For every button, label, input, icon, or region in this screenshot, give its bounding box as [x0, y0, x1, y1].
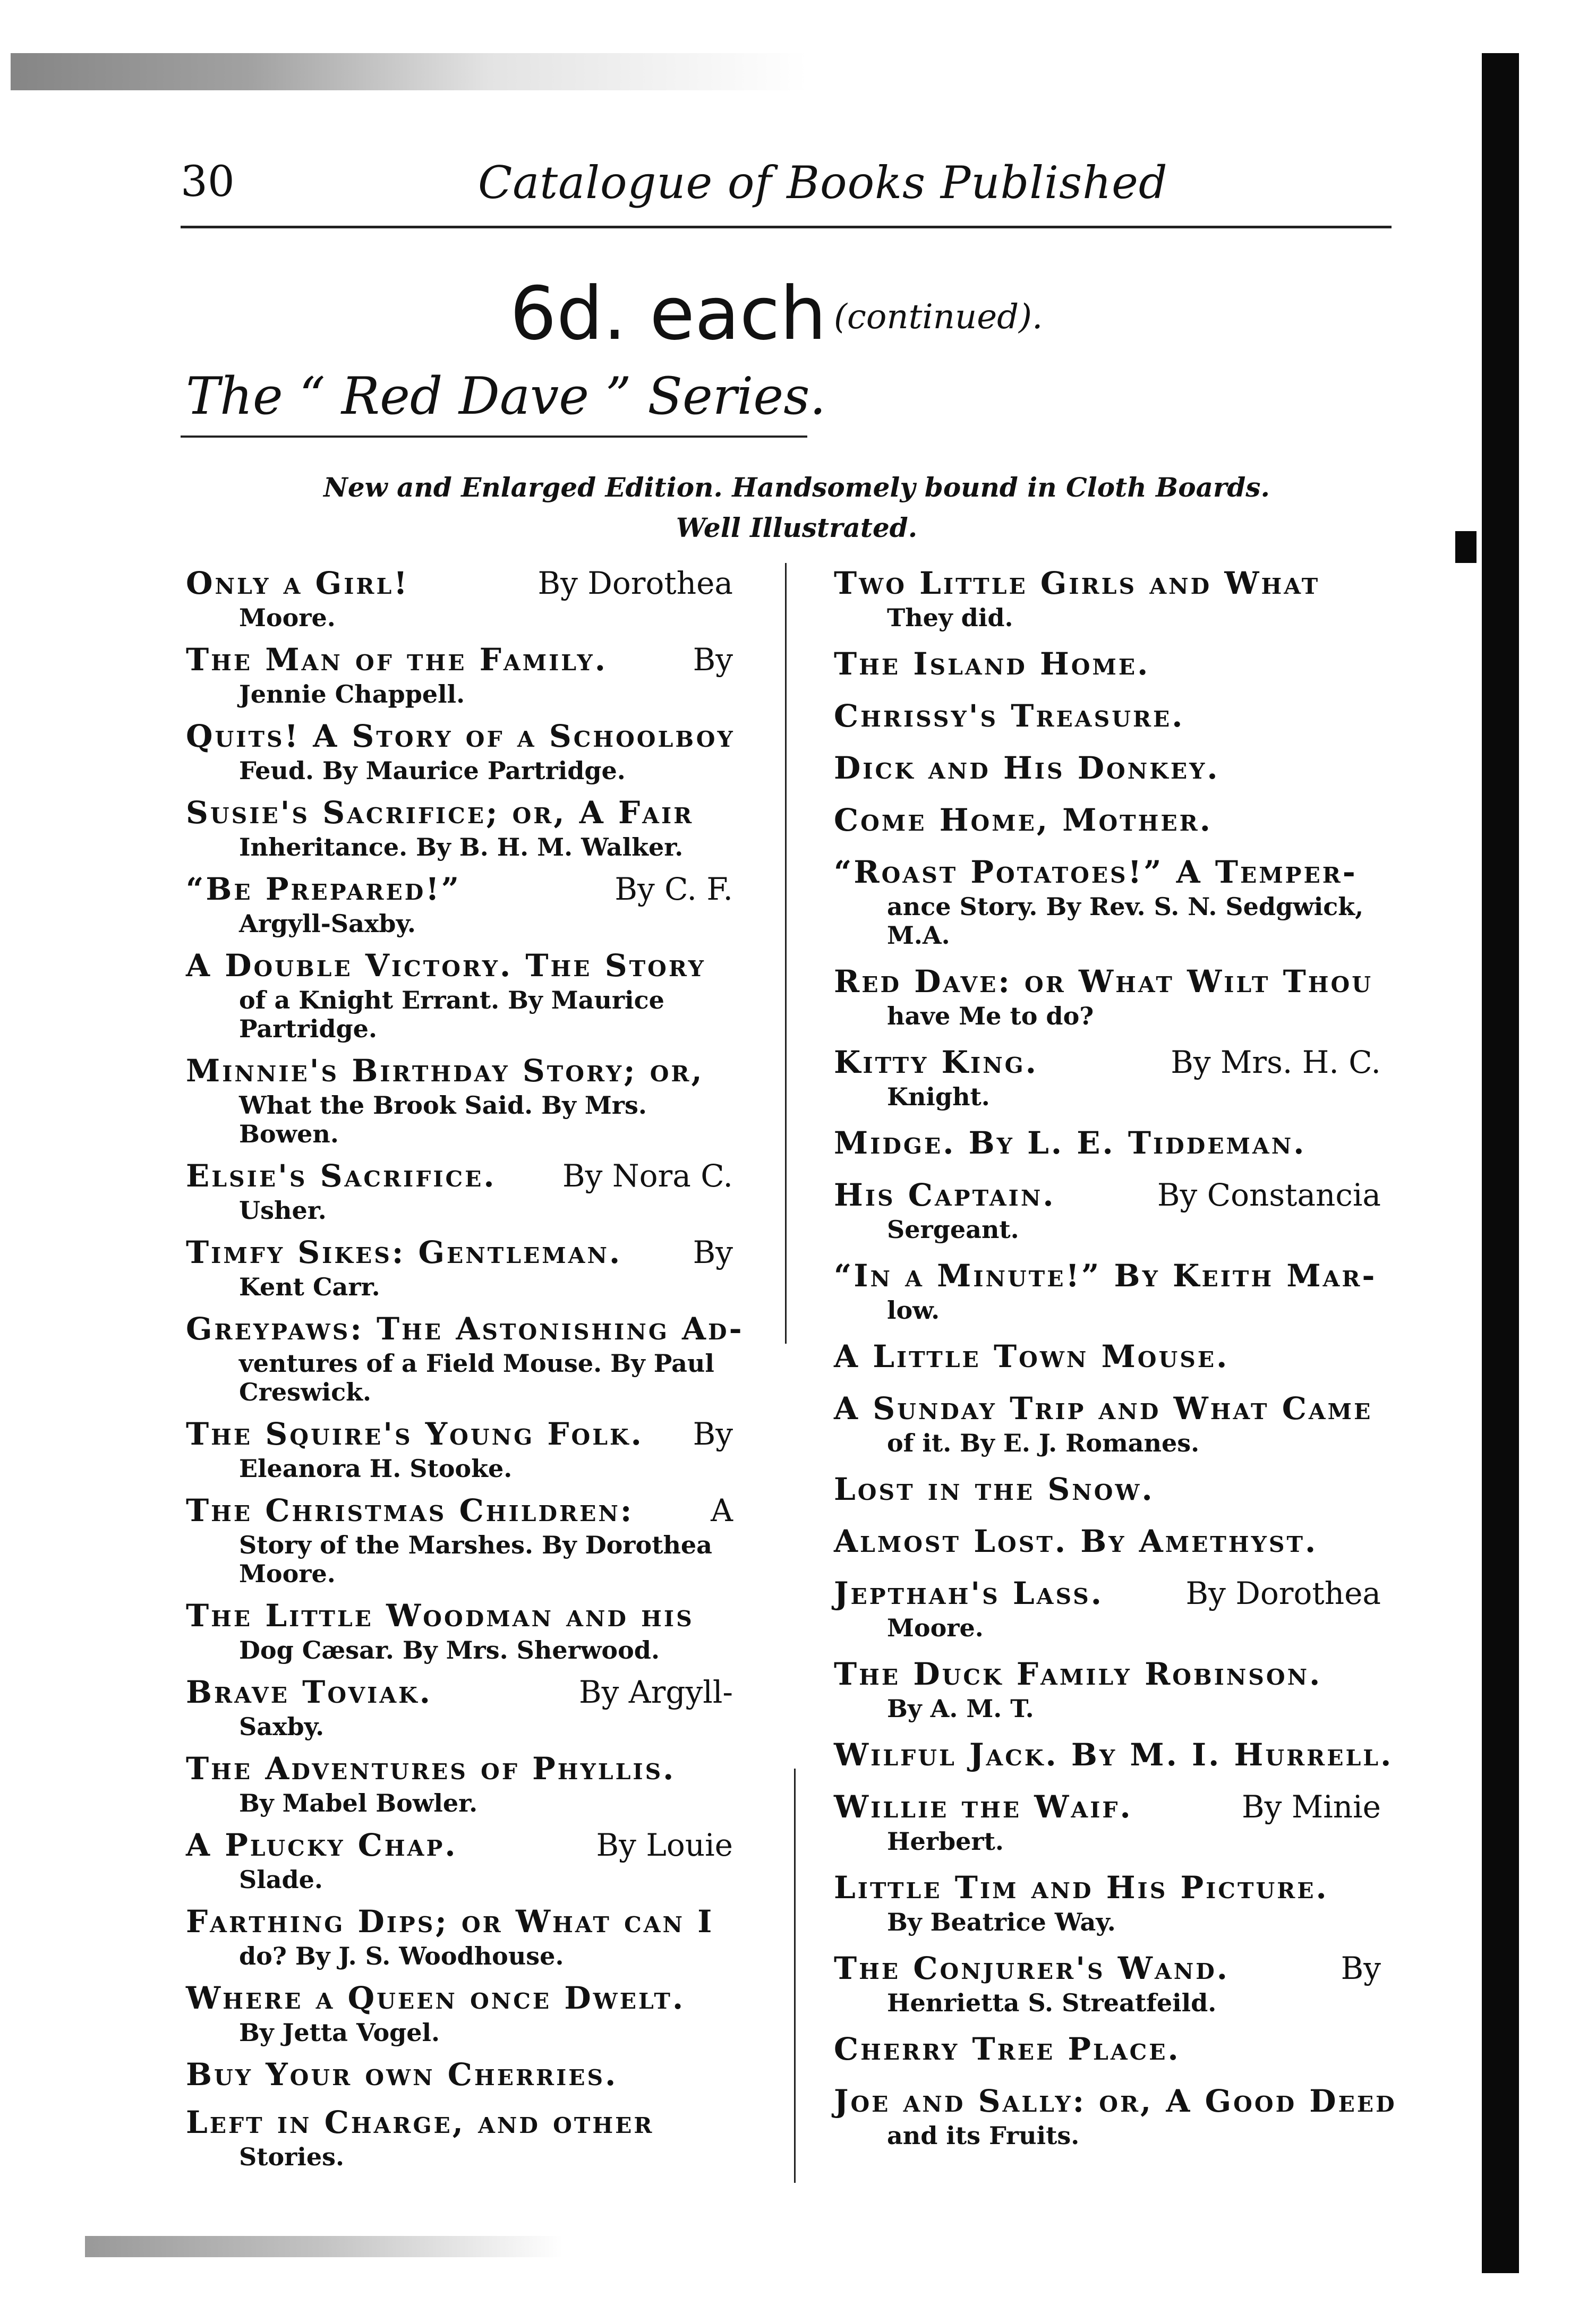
catalogue-entry: [186, 1414, 733, 1483]
catalogue-entry: [834, 1735, 1394, 1775]
entry-author: Story of the Marshes. By Dorothea Moore.: [239, 1531, 712, 1588]
entry-author: Knight.: [887, 1082, 990, 1111]
catalogue-entry: [834, 1388, 1381, 1457]
catalogue-entry: [834, 2029, 1381, 2069]
entry-heading: [186, 1748, 733, 1789]
entry-author: Moore.: [239, 603, 336, 632]
header-rule: [181, 226, 1392, 228]
catalogue-entry: [186, 639, 733, 708]
right-column: [834, 563, 1397, 2162]
entry-author-lead: By: [693, 642, 733, 678]
page-number: 30: [181, 157, 235, 206]
entry-title: The Man of the Family.: [186, 642, 608, 678]
entry-heading: [834, 1521, 1381, 1561]
entry-heading: [834, 1336, 1381, 1377]
entry-heading: [186, 1595, 733, 1636]
binding-shadow: [1482, 53, 1519, 2273]
entry-heading: [186, 1901, 733, 1942]
entry-title: Elsie's Sacrifice.: [186, 1158, 497, 1194]
catalogue-entry: [834, 1573, 1381, 1642]
entry-author-lead: By C. F.: [614, 871, 733, 907]
catalogue-entry: [186, 1232, 733, 1301]
entry-title: A Sunday Trip and What Came: [834, 1390, 1373, 1427]
entry-heading: [186, 1051, 733, 1091]
entry-heading: [834, 1948, 1381, 1988]
catalogue-entry: [834, 1042, 1381, 1111]
entry-author-lead: By: [1341, 1950, 1381, 1986]
catalogue-entry: [186, 563, 733, 632]
entry-title: The Duck Family Robinson.: [834, 1656, 1322, 1692]
entry-title: Buy Your own Cherries.: [186, 2056, 618, 2093]
catalogue-entry: [186, 716, 733, 785]
entry-title: Dick and His Donkey.: [834, 750, 1220, 786]
series-rule: [181, 436, 807, 438]
entry-heading: [186, 639, 733, 680]
price-heading: 6d. each: [510, 271, 826, 356]
entry-heading: [186, 563, 733, 603]
entry-title: Little Tim and His Picture.: [834, 1869, 1329, 1906]
entry-title: Brave Toviak.: [186, 1674, 432, 1710]
entry-author-lead: By: [693, 1416, 733, 1452]
catalogue-entry: [834, 1521, 1381, 1561]
entry-title: Farthing Dips; or What can I: [186, 1903, 714, 1940]
entry-heading: [834, 1787, 1381, 1827]
entry-author-lead: By Minie: [1242, 1789, 1381, 1825]
entry-author-lead: By Mrs. H. C.: [1171, 1044, 1381, 1080]
entry-author: Feud. By Maurice Partridge.: [239, 756, 626, 785]
entry-title: Come Home, Mother.: [834, 802, 1213, 838]
entry-author: Dog Cæsar. By Mrs. Sherwood.: [239, 1636, 660, 1664]
catalogue-entry: [834, 563, 1381, 632]
price-continued: (continued).: [834, 297, 1043, 337]
catalogue-entry: [834, 1175, 1381, 1244]
entry-author: Henrietta S. Streatfeild.: [887, 1988, 1217, 2017]
catalogue-entry: [186, 1901, 733, 1970]
series-title: The “ Red Dave ” Series.: [186, 366, 826, 426]
entry-title: The Adventures of Phyllis.: [186, 1751, 676, 1787]
catalogue-entry: [834, 961, 1381, 1030]
entry-author: Moore.: [887, 1614, 984, 1642]
edition-note-line2: Well Illustrated.: [676, 512, 918, 543]
catalogue-entry: [186, 869, 733, 938]
catalogue-entry: [186, 1978, 733, 2047]
entry-author: of it. By E. J. Romanes.: [887, 1429, 1200, 1457]
entry-author: Kent Carr.: [239, 1273, 380, 1301]
entry-author: By Beatrice Way.: [887, 1908, 1116, 1936]
entry-title: Left in Charge, and other: [186, 2104, 654, 2140]
entry-author-lead: By: [693, 1234, 733, 1270]
entry-title: The Squire's Young Folk.: [186, 1416, 644, 1452]
entry-author: Sergeant.: [887, 1215, 1019, 1244]
entry-author: do? By J. S. Woodhouse.: [239, 1942, 564, 1970]
binding-edge: [1455, 531, 1476, 563]
entry-heading: [834, 696, 1381, 736]
entry-title: Red Dave: or What Wilt Thou: [834, 963, 1373, 1000]
entry-author-lead: A: [711, 1492, 733, 1529]
entry-author: Argyll-Saxby.: [239, 909, 416, 938]
catalogue-entry: [186, 1672, 733, 1741]
column-divider: [785, 563, 787, 1344]
entry-title: The Conjurer's Wand.: [834, 1950, 1230, 1986]
catalogue-entry: [186, 1051, 733, 1148]
entry-heading: [834, 1123, 1381, 1163]
entry-heading: [834, 1256, 1381, 1296]
entry-heading: [186, 716, 733, 756]
entry-title: Wilful Jack. By M. I. Hurrell.: [834, 1737, 1394, 1773]
entry-heading: [834, 563, 1381, 603]
entry-heading: [834, 1867, 1381, 1908]
entry-heading: [834, 1654, 1381, 1694]
catalogue-entry: [186, 1748, 733, 1817]
entry-title: Kitty King.: [834, 1044, 1038, 1080]
entry-heading: [186, 945, 733, 986]
running-title: Catalogue of Books Published: [478, 157, 1168, 209]
entry-author-lead: By Argyll-: [578, 1674, 733, 1710]
entry-heading: [834, 1469, 1381, 1509]
entry-author: What the Brook Said. By Mrs. Bowen.: [239, 1091, 647, 1148]
catalogue-entry: [186, 1825, 733, 1894]
catalogue-entry: [186, 792, 733, 861]
column-divider-lower: [794, 1769, 796, 2183]
entry-author-lead: By Constancia: [1157, 1177, 1381, 1213]
entry-title: Joe and Sally: or, A Good Deed: [834, 2083, 1397, 2119]
entry-title: His Captain.: [834, 1177, 1056, 1213]
entry-author: Slade.: [239, 1865, 323, 1894]
catalogue-entry: [834, 696, 1381, 736]
catalogue-entry: [834, 852, 1381, 950]
catalogue-entry: [834, 1948, 1381, 2017]
entry-title: Susie's Sacrifice; or, A Fair: [186, 795, 694, 831]
entry-title: Cherry Tree Place.: [834, 2031, 1181, 2067]
catalogue-entry: [834, 1123, 1381, 1163]
entry-title: Lost in the Snow.: [834, 1471, 1155, 1507]
entry-title: The Little Woodman and his: [186, 1598, 694, 1634]
catalogue-entry: [834, 644, 1381, 684]
entry-heading: [834, 852, 1381, 892]
entry-title: “In a Minute!” By Keith Mar-: [834, 1258, 1377, 1294]
entry-title: Almost Lost. By Amethyst.: [834, 1523, 1318, 1559]
entry-author-lead: By Louie: [596, 1827, 733, 1863]
entry-heading: [186, 1414, 733, 1454]
entry-author: By Mabel Bowler.: [239, 1789, 478, 1817]
entry-heading: [186, 1232, 733, 1273]
entry-heading: [186, 1156, 733, 1196]
catalogue-entry: [186, 1156, 733, 1225]
entry-title: “Roast Potatoes!” A Temper-: [834, 854, 1358, 890]
catalogue-entry: [834, 1654, 1381, 1723]
catalogue-entry: [834, 1256, 1381, 1325]
entry-author-lead: By Nora C.: [562, 1158, 733, 1194]
entry-title: Midge. By L. E. Tiddeman.: [834, 1125, 1307, 1161]
entry-heading: [834, 2029, 1381, 2069]
entry-heading: [834, 800, 1381, 840]
entry-author: Inheritance. By B. H. M. Walker.: [239, 833, 684, 861]
catalogue-entry: [834, 1867, 1381, 1936]
entry-heading: [186, 2054, 733, 2095]
catalogue-entry: [834, 2081, 1397, 2150]
entry-heading: [186, 792, 733, 833]
entry-title: Jepthah's Lass.: [834, 1575, 1104, 1611]
catalogue-entry: [186, 1595, 733, 1664]
entry-heading: [834, 2081, 1397, 2121]
entry-title: Chrissy's Treasure.: [834, 698, 1185, 734]
catalogue-entry: [834, 800, 1381, 840]
entry-author: They did.: [887, 603, 1013, 632]
entry-title: A Plucky Chap.: [186, 1827, 458, 1863]
entry-heading: [834, 748, 1381, 788]
entry-heading: [834, 961, 1381, 1002]
entry-heading: [186, 1825, 733, 1865]
entry-heading: [834, 1175, 1381, 1215]
entry-author-lead: By Dorothea: [537, 565, 733, 601]
catalogue-entry: [186, 945, 733, 1043]
catalogue-entry: [186, 2054, 733, 2095]
catalogue-entry: [834, 748, 1381, 788]
catalogue-entry: [186, 1309, 744, 1406]
entry-title: A Double Victory. The Story: [186, 947, 706, 984]
entry-heading: [186, 1490, 733, 1531]
entry-heading: [834, 644, 1381, 684]
entry-title: Only a Girl!: [186, 565, 409, 601]
entry-author: low.: [887, 1296, 940, 1325]
entry-author: Herbert.: [887, 1827, 1004, 1856]
left-column: [186, 563, 744, 2179]
entry-author: By A. M. T.: [887, 1694, 1034, 1723]
entry-title: The Christmas Children:: [186, 1492, 634, 1529]
entry-author: have Me to do?: [887, 1002, 1094, 1030]
entry-heading: [186, 869, 733, 909]
entry-title: Two Little Girls and What: [834, 565, 1320, 601]
catalogue-entry: [834, 1787, 1381, 1856]
entry-author: of a Knight Errant. By Maurice Partridge.: [239, 986, 664, 1043]
entry-author-lead: By Dorothea: [1185, 1575, 1381, 1611]
entry-heading: [186, 2102, 733, 2142]
entry-title: Timfy Sikes: Gentleman.: [186, 1234, 622, 1270]
entry-title: Greypaws: The Astonishing Ad-: [186, 1311, 744, 1347]
entry-title: Quits! A Story of a Schoolboy: [186, 718, 735, 754]
entry-author: By Jetta Vogel.: [239, 2018, 440, 2047]
entry-title: “Be Prepared!”: [186, 871, 462, 907]
entry-title: A Little Town Mouse.: [834, 1338, 1230, 1375]
entry-title: Minnie's Birthday Story; or,: [186, 1053, 704, 1089]
catalogue-entry: [186, 2102, 733, 2171]
entry-title: Willie the Waif.: [834, 1789, 1133, 1825]
entry-title: Where a Queen once Dwelt.: [186, 1980, 686, 2016]
catalogue-entry: [834, 1336, 1381, 1377]
entry-author: Usher.: [239, 1196, 327, 1225]
edition-note-line1: New and Enlarged Edition. Handsomely bound in Cloth Boards.: [323, 472, 1270, 503]
entry-heading: [834, 1042, 1381, 1082]
entry-author: Jennie Chappell.: [239, 680, 465, 708]
scan-smudge-top: [11, 53, 807, 90]
entry-author: and its Fruits.: [887, 2121, 1080, 2150]
scan-smudge-bottom: [85, 2236, 563, 2257]
entry-author: Stories.: [239, 2142, 345, 2171]
catalogue-entry: [186, 1490, 733, 1588]
entry-heading: [186, 1309, 744, 1349]
entry-author: Saxby.: [239, 1712, 325, 1741]
entry-author: ventures of a Field Mouse. By Paul Creswick.: [239, 1349, 714, 1406]
entry-heading: [834, 1735, 1394, 1775]
edition-note: [212, 467, 1381, 548]
entry-title: The Island Home.: [834, 646, 1150, 682]
entry-author: ance Story. By Rev. S. N. Sedgwick, M.A.: [887, 892, 1364, 950]
catalogue-entry: [834, 1469, 1381, 1509]
entry-author: Eleanora H. Stooke.: [239, 1454, 513, 1483]
entry-heading: [186, 1672, 733, 1712]
entry-heading: [834, 1573, 1381, 1614]
entry-heading: [834, 1388, 1381, 1429]
entry-heading: [186, 1978, 733, 2018]
